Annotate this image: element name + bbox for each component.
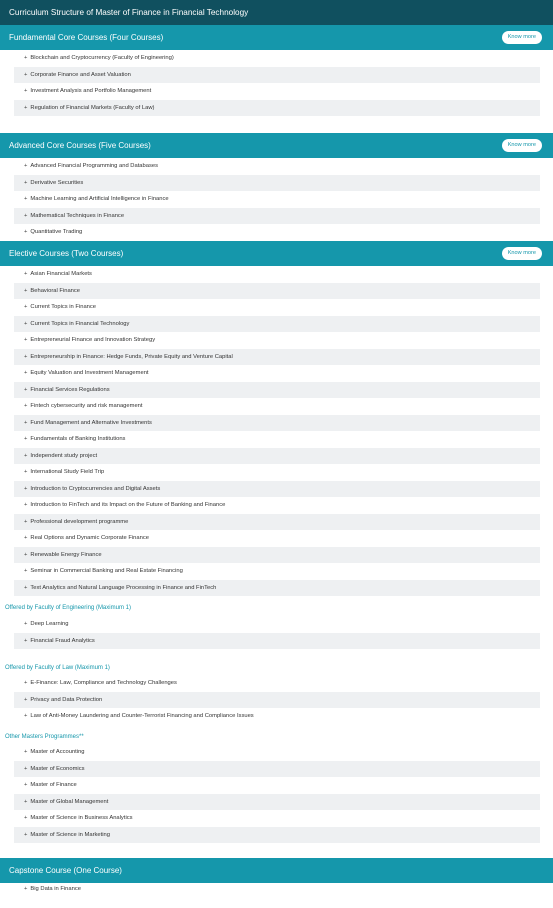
plus-icon: + [24,765,28,772]
course-item[interactable] [14,675,540,692]
course-item[interactable] [14,827,540,844]
plus-icon: + [24,518,28,525]
course-item[interactable] [14,497,540,514]
course-list-engineering [14,616,540,649]
course-item[interactable] [14,299,540,316]
plus-icon: + [24,271,28,277]
course-item[interactable] [14,481,540,498]
plus-icon: + [24,419,28,426]
course-label: Fund Management and Alternative Investments [30,419,152,426]
plus-icon: + [24,212,28,219]
subgroup-heading-engineering: Offered by Faculty of Engineering (Maximum 1) [5,605,131,611]
page-title: Curriculum Structure of Master of Finance in Financial Technology [0,0,553,25]
course-label: Blockchain and Cryptocurrency (Faculty of Engineering) [30,55,174,61]
course-label: Real Options and Dynamic Corporate Finance [30,535,149,541]
know-more-button[interactable]: Know more [502,31,542,44]
course-list-capstone [14,881,540,898]
subgroup-heading-other-masters: Other Masters Programmes** [5,734,84,740]
course-list-fundamental [14,50,540,116]
course-label: Equity Valuation and Investment Management [30,370,149,376]
course-label: Machine Learning and Artificial Intelligence in Finance [30,196,169,202]
plus-icon: + [24,798,28,805]
course-item[interactable] [14,616,540,633]
course-label: Derivative Securities [30,179,84,186]
course-label: Current Topics in Finance [30,304,97,310]
course-item[interactable] [14,881,540,898]
course-item[interactable] [14,744,540,761]
plus-icon: + [24,637,28,644]
course-list-other-masters [14,744,540,843]
course-label: Introduction to FinTech and its Impact on the Future of Banking and Finance [30,502,226,508]
section-title: Advanced Core Courses (Five Courses) [9,141,151,150]
plus-icon: + [24,749,28,755]
subgroup-heading-law: Offered by Faculty of Law (Maximum 1) [5,665,110,671]
course-label: Seminar in Commercial Banking and Real Estate Financing [30,568,183,574]
course-label: Master of Science in Business Analytics [30,815,133,821]
plus-icon: + [24,337,28,343]
course-label: Master of Accounting [30,749,85,755]
course-item[interactable] [14,398,540,415]
plus-icon: + [24,469,28,475]
course-item[interactable] [14,158,540,175]
section-header-fundamental [0,25,553,50]
course-label: Big Data in Finance [30,886,81,892]
course-item[interactable] [14,563,540,580]
plus-icon: + [24,353,28,360]
course-label: Deep Learning [30,621,69,627]
course-item[interactable] [14,191,540,208]
course-label: Mathematical Techniques in Finance [30,212,125,219]
plus-icon: + [24,55,28,61]
course-label: Privacy and Data Protection [30,696,103,703]
course-label: Master of Global Management [30,798,109,805]
course-label: Master of Economics [30,765,85,772]
course-item[interactable] [14,794,540,811]
plus-icon: + [24,163,28,169]
course-item[interactable] [14,580,540,597]
course-item[interactable] [14,777,540,794]
plus-icon: + [24,287,28,294]
course-label: Professional development programme [30,518,129,525]
plus-icon: + [24,568,28,574]
plus-icon: + [24,179,28,186]
plus-icon: + [24,104,28,111]
plus-icon: + [24,680,28,686]
course-list-advanced [14,158,540,241]
course-label: Entrepreneurial Finance and Innovation Strategy [30,337,156,343]
course-label: E-Finance: Law, Compliance and Technology Challenges [30,680,177,686]
course-item[interactable] [14,83,540,100]
course-label: Corporate Finance and Asset Valuation [30,71,131,78]
course-label: Text Analytics and Natural Language Processing in Finance and FinTech [30,584,217,591]
course-label: Quantitative Trading [30,229,83,235]
course-label: International Study Field Trip [30,469,105,475]
course-item[interactable] [14,224,540,241]
plus-icon: + [24,196,28,202]
plus-icon: + [24,88,28,94]
plus-icon: + [24,696,28,703]
course-label: Behavioral Finance [30,287,81,294]
course-list-law [14,675,540,725]
plus-icon: + [24,782,28,788]
course-item[interactable] [14,464,540,481]
course-label: Asian Financial Markets [30,271,92,277]
section-title: Capstone Course (One Course) [9,866,122,875]
course-label: Master of Finance [30,782,77,788]
plus-icon: + [24,304,28,310]
course-item[interactable] [14,50,540,67]
course-label: Master of Science in Marketing [30,831,110,838]
course-item[interactable] [14,431,540,448]
plus-icon: + [24,386,28,393]
course-label: Current Topics in Financial Technology [30,320,130,327]
course-item[interactable] [14,67,540,84]
course-item[interactable] [14,633,540,650]
course-label: Independent study project [30,452,98,459]
plus-icon: + [24,621,28,627]
course-item[interactable] [14,283,540,300]
plus-icon: + [24,815,28,821]
plus-icon: + [24,831,28,838]
course-label: Financial Services Regulations [30,386,110,393]
course-list-elective [14,266,540,596]
plus-icon: + [24,71,28,78]
course-item[interactable] [14,415,540,432]
course-item[interactable] [14,547,540,564]
plus-icon: + [24,436,28,442]
plus-icon: + [24,229,28,235]
course-item[interactable] [14,810,540,827]
course-label: Regulation of Financial Markets (Faculty of Law) [30,104,155,111]
plus-icon: + [24,713,28,719]
course-item[interactable] [14,100,540,117]
section-header-advanced [0,133,553,158]
course-label: Law of Anti-Money Laundering and Counter-Terrorist Financing and Compliance Issues [30,713,254,719]
plus-icon: + [24,551,28,558]
course-item[interactable] [14,514,540,531]
plus-icon: + [24,584,28,591]
section-title: Fundamental Core Courses (Four Courses) [9,33,164,42]
plus-icon: + [24,485,28,492]
course-item[interactable] [14,530,540,547]
know-more-button[interactable]: Know more [502,247,542,260]
course-item[interactable] [14,382,540,399]
know-more-button[interactable]: Know more [502,139,542,152]
course-label: Fundamentals of Banking Institutions [30,436,126,442]
section-header-capstone [0,858,553,883]
plus-icon: + [24,502,28,508]
course-item[interactable] [14,708,540,725]
course-label: Fintech cybersecurity and risk management [30,403,143,409]
course-label: Introduction to Cryptocurrencies and Digital Assets [30,485,161,492]
course-label: Investment Analysis and Portfolio Management [30,88,152,94]
course-label: Financial Fraud Analytics [30,637,95,644]
section-header-elective [0,241,553,266]
plus-icon: + [24,535,28,541]
course-item[interactable] [14,316,540,333]
plus-icon: + [24,403,28,409]
plus-icon: + [24,320,28,327]
section-title: Elective Courses (Two Courses) [9,249,124,258]
course-item[interactable] [14,692,540,709]
course-label: Advanced Financial Programming and Databases [30,163,158,169]
course-label: Entrepreneurship in Finance: Hedge Funds, Private Equity and Venture Capital [30,353,233,360]
plus-icon: + [24,370,28,376]
course-item[interactable] [14,332,540,349]
course-item[interactable] [14,448,540,465]
course-item[interactable] [14,266,540,283]
course-item[interactable] [14,208,540,225]
course-item[interactable] [14,175,540,192]
course-label: Renewable Energy Finance [30,551,102,558]
plus-icon: + [24,452,28,459]
course-item[interactable] [14,365,540,382]
plus-icon: + [24,886,28,892]
course-item[interactable] [14,761,540,778]
course-item[interactable] [14,349,540,366]
